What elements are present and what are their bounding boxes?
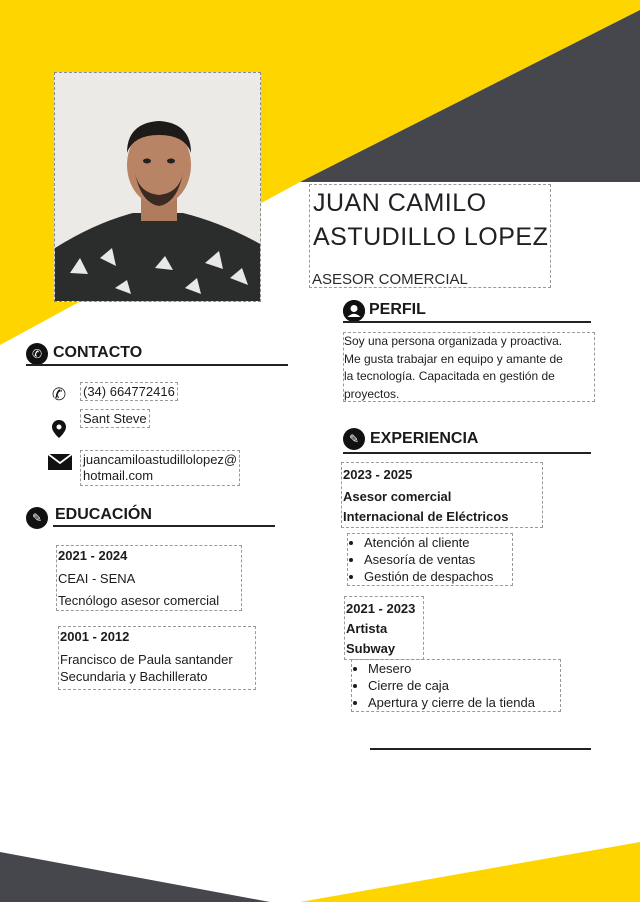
perfil-line: Me gusta trabajar en equipo y amante de [344,351,563,366]
location: Sant Steve [80,409,150,428]
email-line: hotmail.com [83,468,154,483]
portrait-illustration [55,73,261,302]
email [80,450,240,486]
contacto-title: CONTACTO [53,344,143,361]
phone-number: (34) 664772416 [80,382,178,401]
job-role: ASESOR COMERCIAL [312,271,468,288]
task-item: • Atención al cliente [364,534,512,551]
experiencia-title: EXPERIENCIA [370,430,479,447]
job-tasks [347,533,513,586]
user-icon [343,300,365,322]
bottom-rule [370,748,591,750]
perfil-rule [343,321,591,323]
phone-icon: ✆ [51,385,67,404]
education-item [56,545,242,611]
education-school: Francisco de Paula santander [60,652,233,667]
education-degree: Tecnólogo asesor comercial [58,593,220,608]
experiencia-rule [343,452,591,454]
job-header [341,462,543,528]
mail-icon [47,454,73,474]
task-item: • Mesero [368,660,560,677]
job-tasks [351,659,561,712]
yellow-bottom-right [300,842,640,902]
phone-icon: ✆ [26,343,48,365]
education-years: 2021 - 2024 [58,548,128,563]
perfil-line: la tecnología. Capacitada en gestión de [344,369,555,383]
task-item: • Asesoría de ventas [364,551,512,568]
education-school: CEAI - SENA [58,571,136,586]
job-years: 2023 - 2025 [343,467,413,482]
job-company: Subway [346,641,396,656]
task-item: • Gestión de despachos [364,568,512,585]
pencil-icon: ✎ [26,507,48,529]
name-line-2: ASTUDILLO LOPEZ [313,223,549,251]
education-degree: Secundaria y Bachillerato [60,669,208,684]
educacion-rule [53,525,275,527]
job-role: Artista [346,621,388,636]
job-header [344,596,424,660]
job-role: Asesor comercial [343,489,452,504]
name-block [309,184,551,288]
location-pin-icon [50,420,68,442]
task-item: • Apertura y cierre de la tienda [368,694,560,711]
perfil-text [343,332,595,402]
educacion-title: EDUCACIÓN [55,506,152,523]
education-item [58,626,256,690]
perfil-title: PERFIL [369,301,426,318]
job-company: Internacional de Eléctricos [343,509,509,524]
task-item: • Cierre de caja [368,677,560,694]
contacto-rule [26,364,288,366]
profile-photo [54,72,261,302]
perfil-line: Soy una persona organizada y proactiva. [344,334,563,348]
perfil-line: proyectos. [344,386,400,401]
pencil-icon: ✎ [343,428,365,450]
email-line: juancamiloastudillolopez@ [83,452,238,467]
job-years: 2021 - 2023 [346,601,416,616]
education-years: 2001 - 2012 [60,629,130,644]
name-line-1: JUAN CAMILO [313,189,487,217]
gray-bottom-left [0,852,270,902]
